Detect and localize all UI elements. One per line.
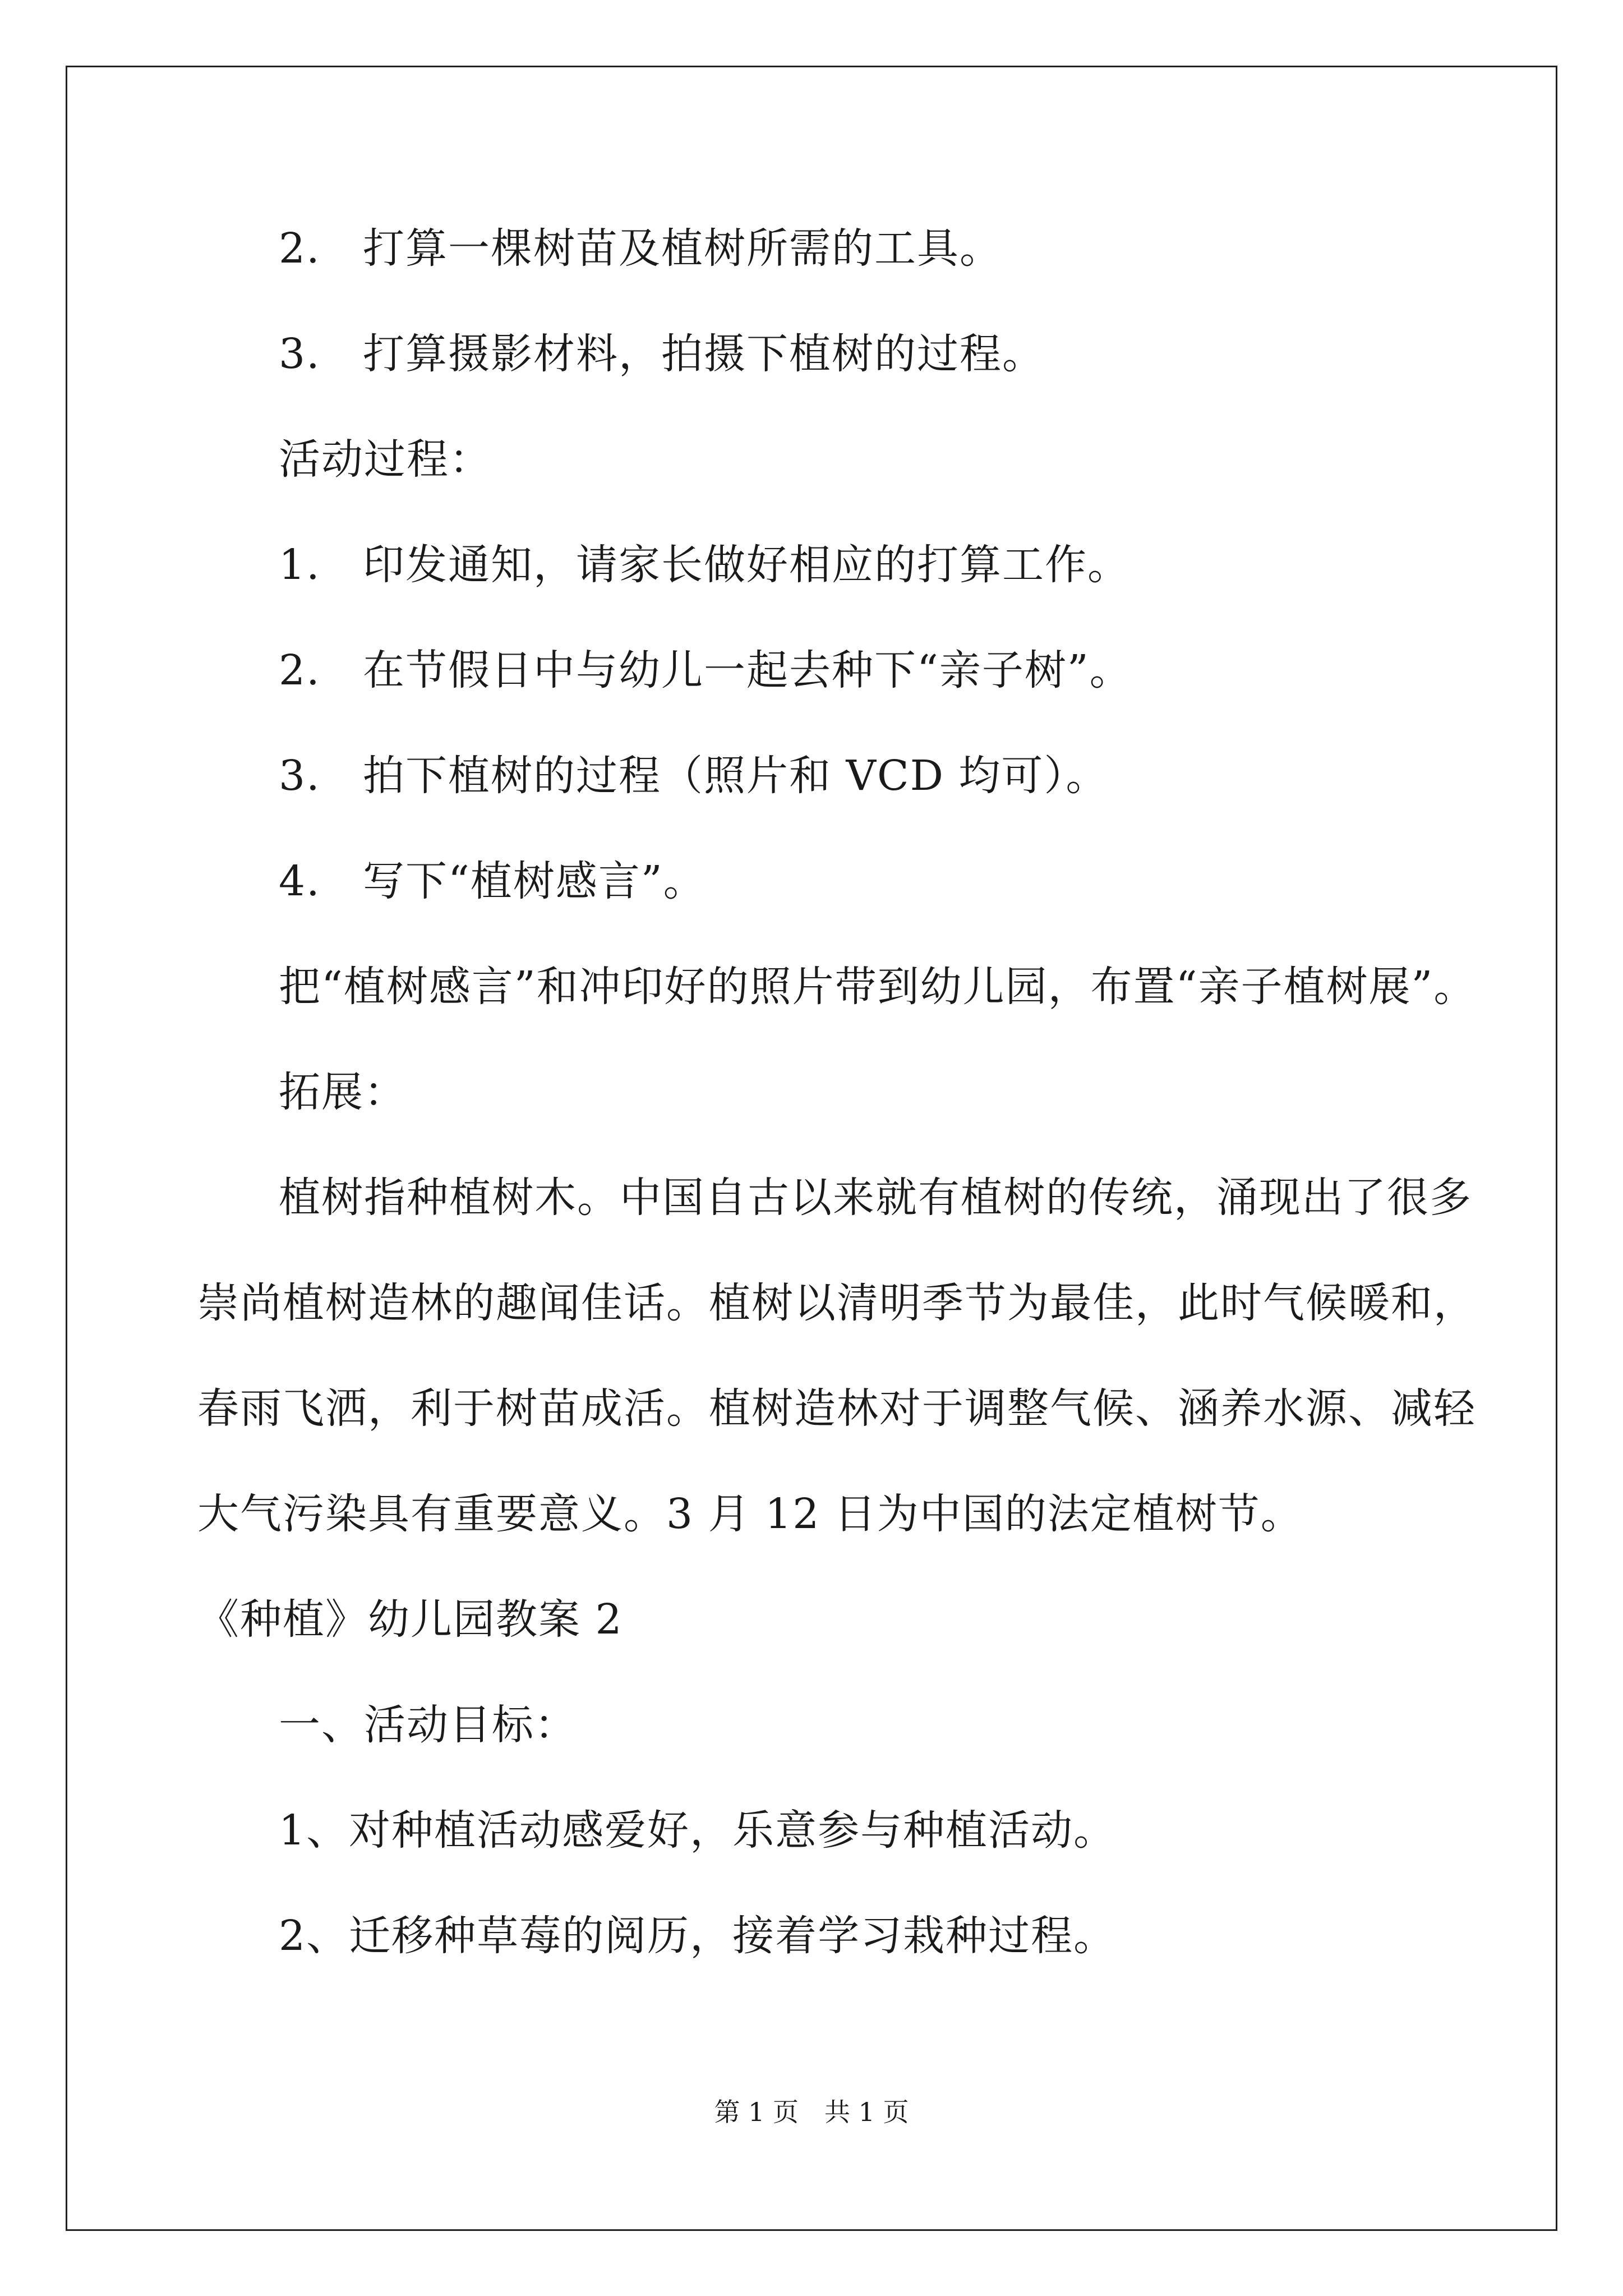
list-item xyxy=(279,223,1002,274)
document-title: 《种植》幼儿园教案 2 xyxy=(197,1595,623,1644)
section-heading: 拓展： xyxy=(279,1068,407,1116)
page-number: 第 1 页 xyxy=(714,2097,799,2127)
item-number: 3. xyxy=(279,330,321,378)
list-item xyxy=(279,329,1045,379)
list-item: 2、迁移种草莓的阅历，接着学习栽种过程。 xyxy=(279,1912,1117,1960)
page-border xyxy=(66,66,1557,2231)
page-footer xyxy=(0,2095,1623,2129)
list-item xyxy=(279,856,706,907)
list-item xyxy=(279,645,1132,696)
item-text: 打算一棵树苗及植树所需的工具。 xyxy=(363,224,1002,273)
item-text: 打算摄影材料，拍摄下植树的过程。 xyxy=(363,330,1045,378)
paragraph-line: 大气污染具有重要意义。3 月 12 日为中国的法定植树节。 xyxy=(197,1490,1303,1538)
item-number: 2. xyxy=(279,646,321,694)
section-heading: 活动过程： xyxy=(279,435,492,484)
item-number: 2. xyxy=(279,224,321,273)
paragraph-line: 植树指种植树木。中国自古以来就有植树的传统，涌现出了很多 xyxy=(279,1174,1472,1222)
section-heading: 一、活动目标： xyxy=(279,1701,577,1749)
paragraph-line: 崇尚植树造林的趣闻佳话。植树以清明季节为最佳，此时气候暖和， xyxy=(197,1279,1476,1327)
item-number: 4. xyxy=(279,857,321,905)
item-text: 拍下植树的过程（照片和 VCD 均可）。 xyxy=(363,752,1109,800)
list-item: 1、对种植活动感爱好，乐意参与种植活动。 xyxy=(279,1806,1117,1855)
item-text: 写下“植树感言”。 xyxy=(363,857,706,905)
paragraph-line: 把“植树感言”和冲印好的照片带到幼儿园，布置“亲子植树展”。 xyxy=(279,963,1477,1011)
paragraph-line: 春雨飞洒，利于树苗成活。植树造林对于调整气候、涵养水源、减轻 xyxy=(197,1384,1476,1433)
list-item xyxy=(279,751,1108,801)
page-total: 共 1 页 xyxy=(824,2097,909,2127)
item-number: 3. xyxy=(279,752,321,800)
list-item xyxy=(279,540,1130,590)
item-text: 在节假日中与幼儿一起去种下“亲子树”。 xyxy=(363,646,1132,694)
item-number: 1. xyxy=(279,541,321,589)
item-text: 印发通知，请家长做好相应的打算工作。 xyxy=(363,541,1130,589)
